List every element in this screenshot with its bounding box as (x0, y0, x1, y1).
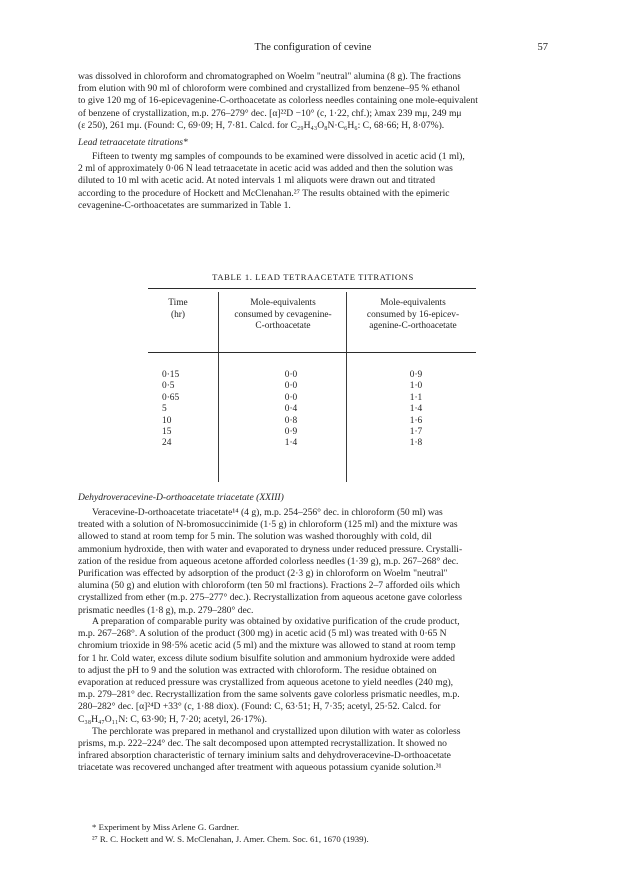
text-line: cevagenine-C-orthoacetates are summarized in Table 1. (78, 199, 291, 211)
footnote: ²⁷ R. C. Hockett and W. S. McClenahan, J. Amer. Chem. Soc. 61, 1670 (1939). (92, 833, 369, 844)
section-heading-dehydroveracevine (78, 492, 548, 504)
table-caption: TABLE 1. LEAD TETRAACETATE TITRATIONS (212, 272, 414, 282)
text-line: Fifteen to twenty mg samples of compounds to be examined were dissolved in acetic acid (1 ml), (92, 151, 465, 162)
text-line: ammonium hydroxide, then with water and evaporated to dryness under reduced pressure. Crystalli- (78, 543, 463, 555)
text-line: triacetate was recovered unchanged after treatment with aqueous potassium cyanide solution.³¹ (78, 762, 442, 774)
text-line: from elution with 90 ml of chloroform were combined and crystallized from benzene–95 % ethanol (78, 83, 461, 95)
running-head (78, 42, 548, 56)
cell-epicevagenine: 1·0 (409, 381, 423, 392)
text-line: zation of the residue from aqueous acetone afforded colorless needles (1·39 g), m.p. 267–268° dec. (78, 555, 459, 567)
cell-cevagenine: 0·4 (284, 404, 298, 415)
section-heading-lead-titrations (78, 137, 548, 149)
text-line: A preparation of comparable purity was obtained by oxidative purification of the crude product, (92, 616, 460, 627)
paragraph-dehydroveracevine (78, 507, 548, 617)
text-line: alumina (50 g) and elution with chloroform (ten 50 ml fractions). Fractions 2–7 afforded oils which (78, 580, 460, 592)
cell-epicevagenine: 1·4 (409, 404, 423, 415)
column-divider (346, 292, 347, 482)
cell-cevagenine: 0·0 (284, 392, 298, 403)
text-line: to give 120 mg of 16-epicevagenine-C-orthoacetate as colorless needles containing one mole-equivalent (78, 95, 478, 107)
running-title: The configuration of cevine (254, 42, 372, 53)
cell-time: 0·15 (162, 370, 180, 380)
text-line: to adjust the pH to 9 and the solution was extracted with chloroform. The residue obtained on (78, 664, 437, 676)
paragraph-epicevagenine (78, 71, 548, 132)
cell-cevagenine: 0·9 (284, 427, 298, 437)
text-line: infrared absorption characteristic of ternary iminium salts and dehydroveracevine-D-orthoacetate (78, 750, 451, 762)
footnotes (78, 822, 548, 845)
cell-cevagenine: 0·0 (284, 370, 298, 380)
text-line: Purification was effected by adsorption of the product (2·3 g) in chloroform on Woelm "neutral" (78, 568, 448, 580)
column-divider (218, 292, 219, 482)
cell-time: 5 (162, 404, 167, 415)
cell-cevagenine: 0·0 (284, 381, 298, 392)
text-line: evaporation at reduced pressure was crystallized from aqueous acetone to yield needles (240 mg), (78, 677, 454, 689)
text-line: diluted to 10 ml with acetic acid. At noted intervals 1 ml aliquots were drawn out and titrated (78, 175, 436, 187)
footnote: * Experiment by Miss Arlene G. Gardner. (92, 822, 240, 832)
cell-time: 0·5 (162, 381, 175, 392)
text-line: prismatic needles (1·8 g), m.p. 279–280° dec. (78, 604, 254, 616)
cell-time: 10 (162, 415, 172, 426)
text-line: treated with a solution of N-bromosuccinimide (1·5 g) in chloroform (125 ml) and the mixture was (78, 519, 458, 531)
text-line: of benzene of crystallization, m.p. 276–279° dec. [α]²²D −10° (c, 1·22, chf.); λmax 239 mμ, 249 mμ (78, 107, 462, 119)
cell-cevagenine: 1·4 (284, 438, 298, 449)
header-time: Time (hr) (168, 298, 188, 320)
cell-epicevagenine: 1·1 (409, 392, 423, 403)
cell-epicevagenine: 1·8 (409, 438, 423, 449)
text-line: C₃₈H₄₇O₁₁N: C, 63·90; H, 7·20; acetyl, 26·17%). (78, 713, 267, 725)
cell-time: 0·65 (162, 392, 180, 403)
cell-time: 15 (162, 427, 172, 437)
text-line: according to the procedure of Hockett and McClenahan.²⁷ The results obtained with the epimeric (78, 187, 450, 199)
text-line: m.p. 267–268°. A solution of the product (300 mg) in acetic acid (5 ml) was treated with 0·65 N (78, 628, 447, 640)
lead-titration-table (148, 286, 476, 484)
page-number: 57 (537, 42, 548, 53)
section-heading: Dehydroveracevine-D-orthoacetate triacetate (XXIII) (78, 492, 284, 503)
cell-epicevagenine: 1·6 (409, 415, 423, 426)
text-line: The perchlorate was prepared in methanol and crystallized upon dilution with water as colorless (92, 725, 461, 737)
text-line: Veracevine-D-orthoacetate triacetate¹⁴ (4 g), m.p. 254–256° dec. in chloroform (50 ml) was (92, 507, 443, 518)
text-line: for 1 hr. Cold water, excess dilute sodium bisulfite solution and ammonium hydroxide were added (78, 652, 455, 664)
table-header-rule (148, 352, 476, 353)
cell-epicevagenine: 1·7 (409, 427, 423, 437)
text-line: allowed to stand at room temp for 5 min. The solution was washed thoroughly with cold, dil (78, 531, 432, 543)
text-line: (ε 250), 261 mμ. (Found: C, 69·09; H, 7·81. Calcd. for C₂₉H₄₃O₈N·C₆H₆: C, 68·66; H, 8·07%). (78, 119, 445, 131)
text-line: chromium trioxide in 98·5% acetic acid (5 ml) and the mixture was allowed to stand at room temp (78, 640, 456, 652)
text-line: crystallized from ether (m.p. 275–277° dec.). Recrystallization from aqueous acetone gave colorless (78, 592, 462, 604)
section-heading: Lead tetraacetate titrations* (78, 137, 188, 148)
header-epicevagenine: Mole-equivalents consumed by 16-epicev- agenine-C-orthoacetate (366, 298, 460, 331)
text-line: prisms, m.p. 222–224° dec. The salt decomposed upon attempted recrystallization. It showed no (78, 738, 447, 750)
table-top-rule (148, 288, 476, 289)
text-line: m.p. 279–281° dec. Recrystallization from the same solvents gave colorless prismatic needles, m.p. (78, 689, 460, 701)
paragraph-oxidative-purification (78, 616, 548, 775)
cell-cevagenine: 0·8 (284, 415, 298, 426)
text-line: 2 ml of approximately 0·06 N lead tetraacetate in acetic acid was added and then the solution was (78, 163, 453, 175)
paragraph-lead-titrations (78, 151, 548, 212)
text-line: 280–282° dec. [α]²⁴D +33° (c, 1·88 diox). (Found: C, 63·51; H, 7·35; acetyl, 25·52. Calcd. for (78, 701, 441, 713)
cell-time: 24 (162, 438, 172, 449)
text-line: was dissolved in chloroform and chromatographed on Woelm "neutral" alumina (8 g). The fractions (78, 71, 461, 82)
cell-epicevagenine: 0·9 (409, 370, 423, 380)
header-cevagenine: Mole-equivalents consumed by cevagenine- C-orthoacetate (234, 298, 332, 331)
